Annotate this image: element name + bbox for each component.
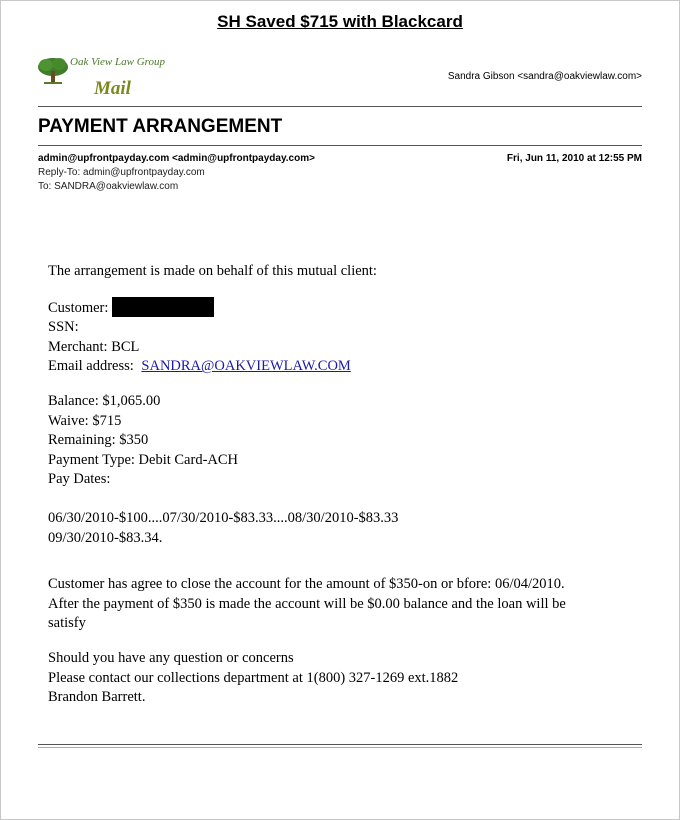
email-address-link[interactable]: SANDRA@OAKVIEWLAW.COM (141, 358, 351, 375)
customer-label: Customer: (48, 299, 109, 316)
email-reply-to: Reply-To: admin@upfrontpayday.com (38, 167, 205, 178)
email-from: admin@upfrontpayday.com <admin@upfrontpayday.com> (38, 153, 315, 164)
email-date: Fri, Jun 11, 2010 at 12:55 PM (506, 153, 642, 164)
account-user: Sandra Gibson <sandra@oakviewlaw.com> (447, 71, 642, 82)
intro-text: The arrangement is made on behalf of this mutual client: (48, 263, 377, 279)
merchant-line: Merchant: BCL (48, 338, 140, 355)
closing-text: Should you have any question or concerns (48, 649, 294, 666)
closing-text: Please contact our collections department at 1(800) 327-1269 ext.1882 (48, 669, 459, 686)
signature: Brandon Barrett. (48, 689, 146, 706)
logo-mail-text: Mail (94, 78, 131, 99)
pay-dates-line: 09/30/2010-$83.34. (48, 529, 163, 546)
logo[interactable] (36, 52, 166, 102)
email-address-label: Email address: (48, 358, 134, 375)
agreement-text: Customer has agree to close the account for the amount of $350-on or bfore: 06/04/2010. (48, 576, 565, 593)
email-to: To: SANDRA@oakviewlaw.com (38, 181, 179, 192)
divider (38, 744, 642, 745)
agreement-text: After the payment of $350 is made the account will be $0.00 balance and the loan will be (48, 595, 566, 612)
payment-type-line: Payment Type: Debit Card-ACH (48, 451, 239, 468)
oak-tree-icon (36, 56, 70, 86)
pay-dates-label: Pay Dates: (48, 471, 111, 488)
divider (38, 747, 642, 748)
waive-line: Waive: $715 (48, 412, 122, 429)
redacted-name (112, 297, 214, 317)
pay-dates-line: 06/30/2010-$100....07/30/2010-$83.33....08/30/2010-$83.33 (48, 509, 399, 526)
logo-group-name: Oak View Law Group (70, 56, 166, 68)
agreement-text: satisfy (48, 615, 86, 632)
remaining-line: Remaining: $350 (48, 432, 149, 449)
email-row (48, 357, 638, 377)
customer-row (48, 297, 638, 319)
balance-line: Balance: $1,065.00 (48, 392, 161, 409)
email-subject: PAYMENT ARRANGEMENT (38, 116, 283, 137)
divider (38, 106, 642, 107)
page-title: SH Saved $715 with Blackcard (217, 12, 463, 31)
divider (38, 145, 642, 146)
email-body (48, 262, 638, 708)
ssn-label: SSN: (48, 319, 79, 336)
